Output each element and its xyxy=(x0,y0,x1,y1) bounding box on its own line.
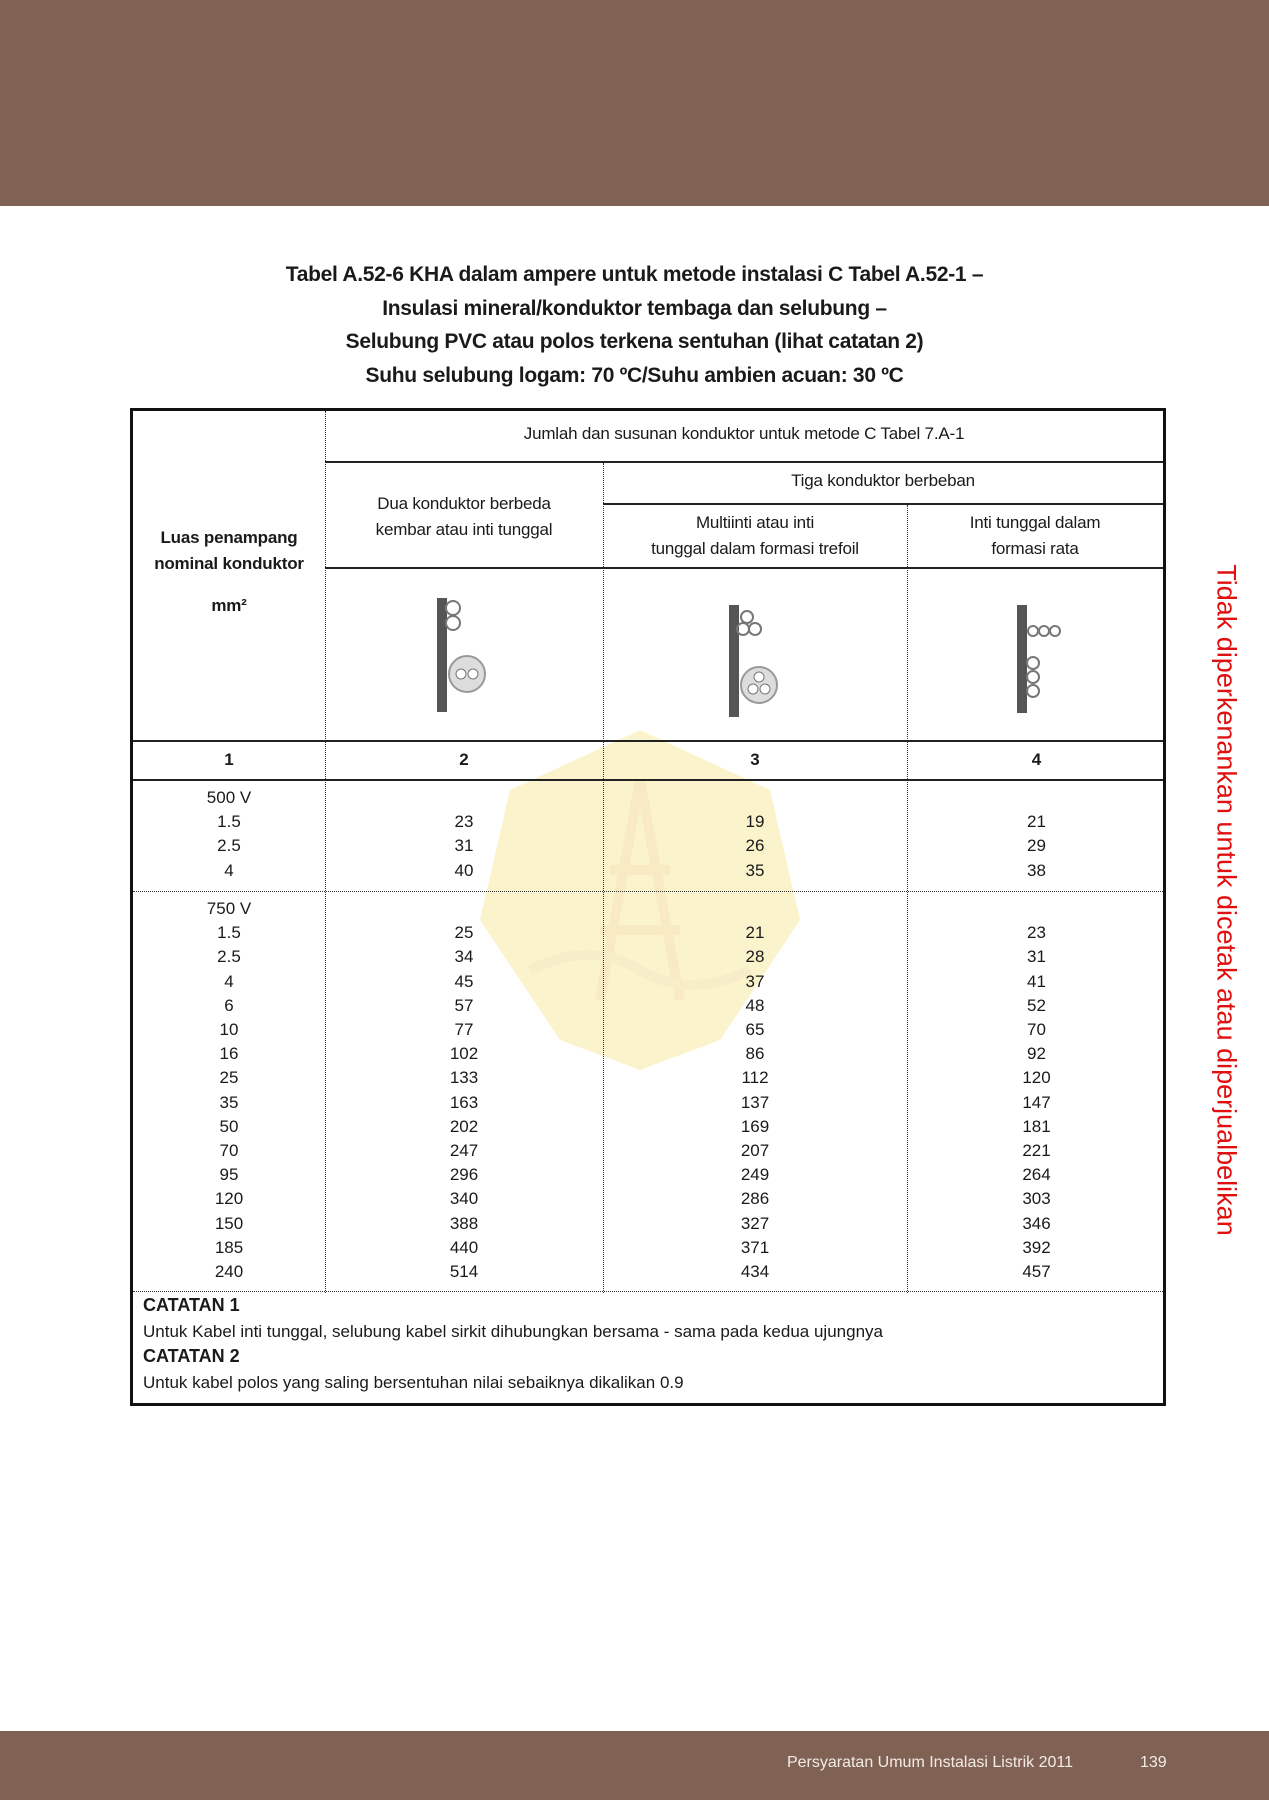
ampacity-cell: 70 xyxy=(1027,1020,1046,1039)
ampacity-cell: 19 xyxy=(745,812,765,832)
ampacity-cell: 92 xyxy=(1027,1044,1046,1064)
ampacity-cell: 264 xyxy=(1022,1165,1051,1185)
footer-band xyxy=(0,1731,1269,1800)
ampacity-cell: 346 xyxy=(1022,1213,1051,1233)
voltage-label: 500 V xyxy=(206,788,252,807)
title-line: Tabel A.52-6 KHA dalam ampere untuk metode instalasi C Tabel A.52-1 – xyxy=(285,263,984,286)
col3-header xyxy=(603,510,907,562)
ampacity-cell: 296 xyxy=(449,1165,479,1185)
ampacity-cell: 86 xyxy=(745,1044,765,1064)
cross-section-cell: 240 xyxy=(214,1262,244,1281)
cross-section-cell: 95 xyxy=(219,1165,239,1185)
table-title xyxy=(0,258,1269,392)
ampacity-cell: 31 xyxy=(1027,947,1046,967)
voltage-label: 750 V xyxy=(206,899,252,918)
cross-section-cell: 1.5 xyxy=(217,923,241,943)
ampacity-cell: 38 xyxy=(1027,860,1046,880)
trefoil-diagram-icon xyxy=(723,603,793,723)
ampacity-cell: 247 xyxy=(449,1141,479,1160)
header-band xyxy=(0,0,1269,206)
ampacity-cell: 147 xyxy=(1022,1092,1051,1112)
cross-section-cell: 120 xyxy=(214,1189,244,1209)
header-text: Multiinti atau inti xyxy=(695,513,815,532)
cross-section-cell: 4 xyxy=(224,971,234,991)
group-header: Jumlah dan susunan konduktor untuk metode C Tabel 7.A-1 xyxy=(523,424,965,443)
cross-section-cell: 2.5 xyxy=(217,947,241,967)
ampacity-cell: 440 xyxy=(449,1237,479,1257)
cross-section-cell: 16 xyxy=(219,1044,239,1064)
ampacity-cell: 392 xyxy=(1022,1237,1051,1257)
flat-formation-diagram-icon xyxy=(1011,603,1081,723)
ampacity-cell: 112 xyxy=(741,1068,769,1088)
note-text: Untuk kabel polos yang saling bersentuhan nilai sebaiknya dikalikan 0.9 xyxy=(143,1372,684,1392)
unit-label: mm² xyxy=(211,596,247,615)
ampacity-cell: 52 xyxy=(1027,995,1046,1015)
ampacity-cell: 34 xyxy=(454,947,474,967)
ampacity-cell: 120 xyxy=(1022,1068,1051,1088)
ampacity-cell: 388 xyxy=(449,1213,479,1233)
ampacity-cell: 249 xyxy=(740,1165,770,1185)
ampacity-cell: 77 xyxy=(454,1020,474,1039)
ampacity-cell: 23 xyxy=(1027,923,1046,943)
header-text: Inti tunggal dalam xyxy=(969,513,1101,532)
header-text: Luas penampang xyxy=(160,528,298,547)
col4-header xyxy=(907,510,1163,562)
ampacity-cell: 57 xyxy=(454,995,474,1015)
ampacity-cell: 102 xyxy=(449,1044,479,1064)
ampacity-cell: 137 xyxy=(740,1092,770,1112)
note-text: Untuk Kabel inti tunggal, selubung kabel sirkit dihubungkan bersama - sama pada kedua ujungnya xyxy=(143,1321,883,1341)
cross-section-cell: 1.5 xyxy=(217,812,241,832)
title-line: Insulasi mineral/konduktor tembaga dan selubung – xyxy=(382,296,887,320)
note-heading: CATATAN 1 xyxy=(143,1295,240,1315)
ampacity-cell: 35 xyxy=(745,860,765,880)
cross-section-cell: 2.5 xyxy=(217,836,241,856)
cross-section-cell: 35 xyxy=(219,1092,239,1112)
title-line: Suhu selubung logam: 70 ºC/Suhu ambien acuan: 30 ºC xyxy=(365,363,904,387)
ampacity-cell: 31 xyxy=(454,836,474,856)
column-number: 2 xyxy=(459,750,469,769)
cross-section-cell: 50 xyxy=(219,1116,239,1136)
ampacity-cell: 28 xyxy=(745,947,765,967)
tiga-header: Tiga konduktor berbeban xyxy=(791,471,975,490)
cross-section-cell: 4 xyxy=(224,860,234,880)
two-conductor-diagram-icon xyxy=(431,596,501,716)
note-heading: CATATAN 2 xyxy=(143,1346,240,1366)
ampacity-cell: 340 xyxy=(449,1189,479,1209)
header-text: tunggal dalam formasi trefoil xyxy=(651,539,859,558)
ampacity-cell: 286 xyxy=(740,1189,770,1209)
ampacity-cell: 163 xyxy=(449,1092,479,1112)
header-text: nominal konduktor xyxy=(154,554,304,573)
header-text: kembar atau inti tunggal xyxy=(375,520,553,539)
cross-section-cell: 70 xyxy=(219,1141,239,1160)
column-number: 3 xyxy=(750,750,760,769)
ampacity-cell: 169 xyxy=(740,1116,770,1136)
column-number: 4 xyxy=(1031,750,1042,769)
footer-book-title: Persyaratan Umum Instalasi Listrik 2011 xyxy=(786,1754,1073,1771)
ampacity-cell: 434 xyxy=(740,1262,770,1281)
header-text: formasi rata xyxy=(991,539,1079,558)
ampacity-cell: 181 xyxy=(1022,1116,1051,1136)
ampacity-cell: 45 xyxy=(454,971,474,991)
ampacity-cell: 303 xyxy=(1022,1189,1051,1209)
ampacity-cell: 133 xyxy=(449,1068,479,1088)
ampacity-cell: 514 xyxy=(449,1262,479,1281)
cross-section-cell: 25 xyxy=(219,1068,239,1088)
table-notes xyxy=(143,1293,883,1395)
page-number: 139 xyxy=(1140,1754,1167,1771)
ampacity-cell: 37 xyxy=(745,971,765,991)
header-text: Dua konduktor berbeda xyxy=(377,494,551,513)
ampacity-cell: 21 xyxy=(745,923,765,943)
cross-section-cell: 6 xyxy=(224,995,234,1015)
col2-header xyxy=(325,491,603,543)
ampacity-cell: 40 xyxy=(454,860,474,880)
ampacity-cell: 26 xyxy=(745,836,765,856)
ampacity-cell: 48 xyxy=(745,995,765,1015)
ampacity-cell: 207 xyxy=(740,1141,770,1160)
cross-section-cell: 150 xyxy=(214,1213,244,1233)
ampacity-cell: 23 xyxy=(454,812,474,832)
ampacity-cell: 65 xyxy=(745,1020,765,1039)
column-number: 1 xyxy=(224,750,234,769)
ampacity-cell: 457 xyxy=(1022,1262,1051,1281)
col1-header xyxy=(133,525,325,619)
ampacity-cell: 21 xyxy=(1027,812,1046,832)
ampacity-cell: 327 xyxy=(740,1213,770,1233)
ampacity-cell: 41 xyxy=(1027,971,1046,991)
ampacity-cell: 202 xyxy=(449,1116,479,1136)
ampacity-cell: 371 xyxy=(740,1237,770,1257)
kha-table xyxy=(130,408,1166,1406)
cross-section-cell: 10 xyxy=(219,1020,239,1039)
title-line: Selubung PVC atau polos terkena sentuhan (lihat catatan 2) xyxy=(345,330,924,353)
ampacity-cell: 221 xyxy=(1022,1141,1051,1160)
ampacity-cell: 25 xyxy=(454,923,474,943)
ampacity-cell: 29 xyxy=(1027,836,1046,856)
cross-section-cell: 185 xyxy=(214,1237,244,1257)
side-watermark-text: Tidak diperkenankan untuk dicetak atau diperjualbelikan xyxy=(1211,564,1242,1236)
